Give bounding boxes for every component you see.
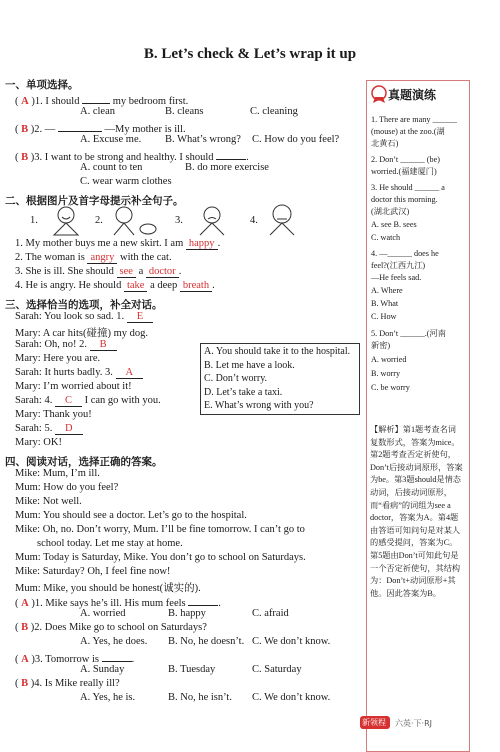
pic-num-4: 4. <box>250 215 258 226</box>
dialog3-line: Sarah: You look so sad. 1. E <box>15 311 153 322</box>
answer: B <box>90 339 117 351</box>
dialog4-line: school today. Let me stay at home. <box>37 538 183 549</box>
question-3: ( B )3. I want to be strong and healthy. I should . <box>15 148 249 163</box>
fill-1: 1. My mother buys me a new skirt. I am happy . <box>15 238 221 249</box>
explanation-note: 【解析】第1题考查名词复数形式，答案为mice。第2题考查否定祈使句，Don’t后接动词原形，答案为be。第3题should是情态动词，后接动词原形，而“看病”的词组为see a doctor，答案为A。第4题由答语可知问句是对某人的感受提问，答案为C。第5题由Don’t可知此句是一个否定祈使句，其结构为：Don’t+动词原形+其他。因此答案为B。 <box>370 425 463 598</box>
dialog3-line: Mary: Thank you! <box>15 409 92 420</box>
answer: A <box>21 96 29 107</box>
pic-num-3: 3. <box>175 215 183 226</box>
dialog4-line: Mike: Saturday? Oh, I feel fine now! <box>15 566 171 577</box>
answer: D <box>55 423 83 435</box>
dialog3-line: Sarah: Oh, no! 2. B <box>15 339 117 350</box>
pic-num-1: 1. <box>30 215 38 226</box>
options4-4a: A. Yes, he is. <box>80 692 136 703</box>
fill-4: 4. He is angry. He should take a deep breath . <box>15 280 215 291</box>
dialog3-line: Sarah: 4. C I can go with you. <box>15 395 161 406</box>
options-box <box>200 343 360 415</box>
angry-woman-cat-picture <box>108 205 158 237</box>
options4-2a: A. Yes, he does. <box>80 636 148 647</box>
page-title: B. Let’s check & Let’s wrap it up <box>143 46 357 62</box>
answer: A <box>116 367 144 379</box>
options4-1b: B. happy <box>168 608 206 619</box>
dialog4-line: Mum: Mike, you should be honest(诚实的). <box>15 583 201 594</box>
question4-3: ( A )3. Tomorrow is . <box>15 650 134 665</box>
dialog3-line: Mary: I’m worried about it! <box>15 381 132 392</box>
dialog4-line: Mike: Not well. <box>15 496 82 507</box>
options-1b: B. cleans <box>165 106 204 117</box>
practice-badge-icon <box>370 84 388 104</box>
answer: breath <box>180 280 212 292</box>
dialog4-line: Mum: You should see a doctor. Let’s go to the hospital. <box>15 510 247 521</box>
options4-4b: B. No, he isn’t. <box>168 692 232 703</box>
options4-4c: C. We don’t know. <box>252 692 331 703</box>
happy-girl-picture <box>44 205 90 237</box>
options-1c: C. cleaning <box>250 106 298 117</box>
dialog3-line: Mary: OK! <box>15 437 62 448</box>
dialog4-line: Mum: How do you feel? <box>15 482 119 493</box>
options4-2b: B. No, he doesn’t. <box>168 636 245 647</box>
options-3c: C. wear warm clothes <box>80 176 172 187</box>
brand-label: 新领程 <box>362 718 386 727</box>
sidebar-title: 真题演练 <box>388 88 437 102</box>
question4-2: ( B )2. Does Mike go to school on Saturdays? <box>15 622 207 633</box>
answer: take <box>124 280 148 292</box>
section1-heading: 一、单项选择。 <box>5 79 79 91</box>
fill-3: 3. She is ill. She should see a doctor . <box>15 266 182 277</box>
question-2: ( B )2. — —My mother is ill. <box>15 120 186 135</box>
answer: E <box>127 311 153 323</box>
dialog3-line: Mary: A car hits(碰撞) my dog. <box>15 328 148 339</box>
options-3b: B. do more exercise <box>185 162 269 173</box>
option-a: A. You should take it to the hospital. <box>204 346 351 357</box>
options4-1c: C. afraid <box>252 608 289 619</box>
answer: doctor <box>146 266 179 278</box>
dialog3-line: Sarah: 5. D <box>15 423 83 434</box>
section4-heading: 四、阅读对话，选择正确的答案。 <box>5 456 163 468</box>
section2-heading: 二、根据图片及首字母提示补全句子。 <box>5 195 184 207</box>
options4-1a: A. worried <box>80 608 126 619</box>
pic-num-2: 2. <box>95 215 103 226</box>
question4-4: ( B )4. Is Mike really ill? <box>15 678 120 689</box>
options-3a: A. count to ten <box>80 162 143 173</box>
option-c: C. Don’t worry. <box>204 373 268 384</box>
page-footer: 六英·下·RJ <box>395 719 433 728</box>
options4-3c: C. Saturday <box>252 664 302 675</box>
option-d: D. Let’s take a taxi. <box>204 386 283 398</box>
answer: happy <box>186 238 218 250</box>
options-2c: C. How do you feel? <box>252 134 340 145</box>
sidebar-practice: 1. There are many ______ (mouse) at the zoo.(湖 北黄石) 2. Don’t ______ (be) worried.(福建厦门) 3. He should ______ a doctor this morning. (湖北武汉) A. see B. sees C. watch 4. —______ does he feel?(江西九江) —He feels sad. A. Where B. What C. How 5. Don’t ______.(河南 新密) A. worried B. worry C. be worry <box>366 80 470 752</box>
dialog3-line: Sarah: It hurts badly. 3. A <box>15 367 143 378</box>
question-1: ( A )1. I should my bedroom first. <box>15 92 188 107</box>
dialog3-line: Mary: Here you are. <box>15 353 101 364</box>
options4-2c: C. We don’t know. <box>252 636 331 647</box>
options-2a: A. Excuse me. <box>80 134 142 145</box>
ill-girl-picture <box>190 205 236 237</box>
options4-3b: B. Tuesday <box>168 664 216 675</box>
angry-boy-picture <box>262 203 302 237</box>
section3-heading: 三、选择恰当的选项，补全对话。 <box>5 299 163 311</box>
answer: C <box>55 395 82 407</box>
option-e: E. What’s wrong with you? <box>204 400 314 411</box>
options-1: A. clean <box>80 106 115 117</box>
answer: see <box>117 266 136 278</box>
question4-1: ( A )1. Mike says he’s ill. His mum feels . <box>15 594 221 609</box>
answer: angry <box>87 252 117 264</box>
dialog4-line: Mum: Today is Saturday, Mike. You don’t go to school on Saturdays. <box>15 552 306 563</box>
options-2b: B. What’s wrong? <box>165 134 241 145</box>
dialog4-line: Mike: Mum, I’m ill. <box>15 468 100 479</box>
fill-2: 2. The woman is angry with the cat. <box>15 252 172 263</box>
options4-3a: A. Sunday <box>80 664 125 675</box>
dialog4-line: Mike: Oh, no. Don’t worry, Mum. I’ll be fine tomorrow. I can’t go to <box>15 524 305 535</box>
option-b: B. Let me have a look. <box>204 359 295 371</box>
